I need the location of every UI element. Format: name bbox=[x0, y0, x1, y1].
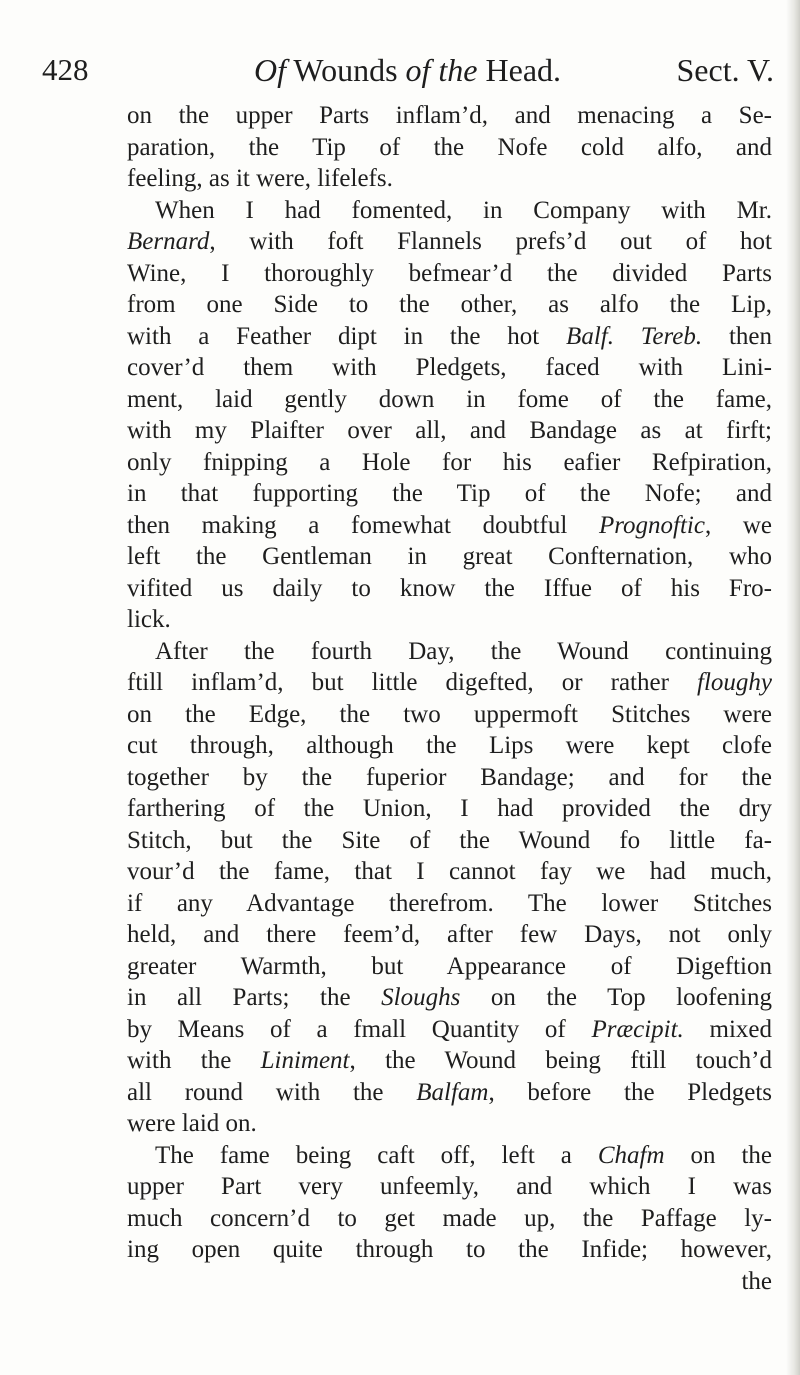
body-text bbox=[127, 100, 772, 1297]
text-segment: on the upper Parts inflam’d, and menacing a Se- bbox=[127, 102, 772, 129]
text-segment: together by the fuperior Bandage; and for the bbox=[127, 763, 772, 791]
text-segment: on the bbox=[664, 1141, 772, 1169]
text-line bbox=[127, 1203, 772, 1235]
title-word-wounds: Wounds bbox=[293, 52, 398, 88]
text-line bbox=[127, 1234, 772, 1266]
text-line bbox=[127, 447, 772, 479]
text-segment: After the fourth Day, the Wound continuing bbox=[155, 637, 772, 665]
text-line bbox=[127, 415, 772, 447]
text-segment: ment, laid gently down in fome of the fame, bbox=[127, 385, 772, 413]
italic-text: Præcipit. bbox=[591, 1015, 684, 1043]
text-segment: Stitch, but the Site of the Wound fo little fa- bbox=[127, 826, 772, 854]
text-segment: if any Advantage therefrom. The lower Stitches bbox=[127, 889, 772, 917]
italic-text: Sloughs bbox=[381, 984, 461, 1011]
text-line bbox=[127, 793, 772, 825]
text-line bbox=[127, 321, 772, 353]
text-segment: The fame being caft off, left a bbox=[155, 1141, 598, 1169]
running-header bbox=[42, 52, 780, 102]
text-line bbox=[127, 1045, 772, 1077]
text-segment: farthering of the Union, I had provided the dry bbox=[127, 795, 772, 822]
text-segment: feeling, as it were, lifelefs. bbox=[127, 165, 393, 192]
text-segment: , the Wound being ftill touch’d bbox=[349, 1047, 772, 1074]
text-line bbox=[127, 825, 772, 857]
title-word-of: Of bbox=[254, 52, 286, 88]
text-line bbox=[127, 258, 772, 290]
text-line bbox=[127, 289, 772, 321]
text-line bbox=[127, 1266, 772, 1298]
text-segment: all round with the bbox=[127, 1078, 417, 1106]
italic-text: Balf. Tereb. bbox=[566, 322, 703, 350]
text-line bbox=[127, 478, 772, 510]
text-line bbox=[127, 132, 772, 164]
italic-text: floughy bbox=[697, 669, 772, 696]
text-line bbox=[127, 1140, 772, 1172]
text-segment: lick. bbox=[127, 606, 171, 633]
text-segment: only fnipping a Hole for his eafier Refpiration, bbox=[127, 448, 772, 476]
text-segment: by Means of a fmall Quantity of bbox=[127, 1015, 592, 1043]
text-line bbox=[127, 667, 772, 699]
text-line bbox=[127, 888, 772, 920]
text-segment: the bbox=[741, 1267, 772, 1295]
text-line bbox=[127, 636, 772, 668]
text-segment: held, and there feem’d, after few Days, not only bbox=[127, 921, 772, 948]
title-word-the: the bbox=[438, 52, 478, 88]
text-line bbox=[127, 730, 772, 762]
text-line bbox=[127, 352, 772, 384]
section-mark: Sect. V. bbox=[676, 52, 774, 88]
text-segment: ftill inflam’d, but little digefted, or rather bbox=[127, 669, 697, 696]
text-line bbox=[127, 699, 772, 731]
text-segment: mixed bbox=[683, 1015, 772, 1043]
italic-text: Prognoftic bbox=[598, 511, 705, 539]
text-line bbox=[127, 573, 772, 605]
text-line bbox=[127, 195, 772, 227]
text-line bbox=[127, 919, 772, 951]
text-line bbox=[127, 604, 772, 636]
text-segment: greater Warmth, but Appearance of Digeftion bbox=[127, 952, 772, 980]
text-segment: on the Top loofening bbox=[460, 984, 772, 1011]
text-line bbox=[127, 951, 772, 983]
page-edge-shadow bbox=[786, 0, 800, 1375]
text-line bbox=[127, 1108, 772, 1140]
text-segment: cut through, although the Lips were kept clofe bbox=[127, 732, 772, 759]
text-line bbox=[127, 762, 772, 794]
text-segment: vifited us daily to know the Iffue of his Fro- bbox=[127, 574, 772, 602]
italic-text: Bernard bbox=[127, 228, 210, 255]
text-segment: then bbox=[702, 322, 772, 350]
title-word-of-2: of bbox=[405, 52, 431, 88]
text-segment: , we bbox=[704, 511, 772, 539]
text-line bbox=[127, 1077, 772, 1109]
text-segment: upper Part very unfeemly, and which I was bbox=[127, 1173, 772, 1200]
text-segment: Wine, I thoroughly befmear’d the divided Parts bbox=[127, 259, 772, 287]
text-segment: much concern’d to get made up, the Paffage ly- bbox=[127, 1204, 772, 1232]
text-segment: cover’d them with Pledgets, faced with Lini- bbox=[127, 354, 772, 381]
italic-text: Balfam bbox=[416, 1078, 489, 1106]
text-segment: ing open quite through to the Infide; however, bbox=[127, 1236, 772, 1263]
text-segment: , before the Pledgets bbox=[488, 1078, 772, 1106]
text-line bbox=[127, 100, 772, 132]
text-line bbox=[127, 163, 772, 195]
title-word-head: Head. bbox=[485, 52, 562, 88]
page-number: 428 bbox=[42, 52, 89, 87]
text-line bbox=[127, 226, 772, 258]
text-line bbox=[127, 510, 772, 542]
text-line bbox=[127, 541, 772, 573]
text-segment: with my Plaifter over all, and Bandage as at firft; bbox=[127, 417, 772, 444]
text-segment: from one Side to the other, as alfo the Lip, bbox=[127, 291, 772, 318]
text-segment: were laid on. bbox=[127, 1110, 257, 1137]
text-segment: on the Edge, the two uppermoft Stitches were bbox=[127, 700, 772, 728]
text-segment: in all Parts; the bbox=[127, 984, 382, 1011]
text-segment: with a Feather dipt in the hot bbox=[127, 322, 567, 350]
text-segment: When I had fomented, in Company with Mr. bbox=[155, 196, 772, 224]
text-segment: , with foft Flannels prefs’d out of hot bbox=[209, 228, 772, 255]
text-segment: then making a fomewhat doubtful bbox=[127, 511, 599, 539]
text-segment: in that fupporting the Tip of the Nofe; and bbox=[127, 480, 772, 507]
text-line bbox=[127, 982, 772, 1014]
text-segment: with the bbox=[127, 1047, 261, 1074]
text-segment: paration, the Tip of the Nofe cold alfo, and bbox=[127, 133, 772, 161]
text-segment: left the Gentleman in great Confternation, who bbox=[127, 543, 772, 570]
text-line bbox=[127, 384, 772, 416]
text-line bbox=[127, 856, 772, 888]
italic-text: Liniment bbox=[260, 1047, 350, 1074]
text-line bbox=[127, 1014, 772, 1046]
italic-text: Chafm bbox=[597, 1141, 665, 1169]
text-line bbox=[127, 1171, 772, 1203]
text-segment: vour’d the fame, that I cannot fay we had much, bbox=[127, 858, 772, 885]
running-title bbox=[254, 52, 561, 89]
